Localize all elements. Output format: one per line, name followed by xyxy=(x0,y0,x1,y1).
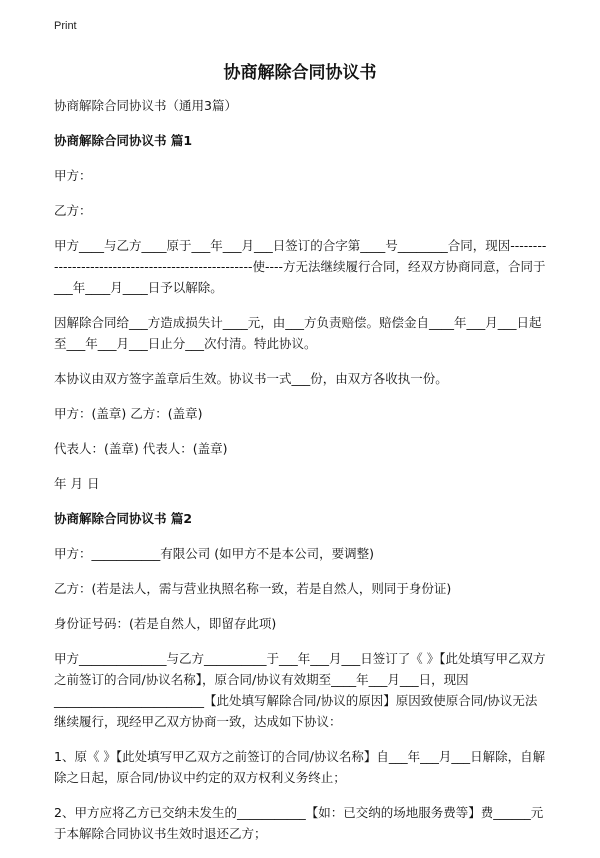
article2-party-b: 乙方：(若是法人，需与营业执照名称一致，若是自然人，则同于身份证) xyxy=(54,581,452,596)
article1-sign2: 代表人：(盖章) 代表人：(盖章) xyxy=(54,441,228,456)
article2-heading: 协商解除合同协议书 篇2 xyxy=(54,511,193,526)
document-subtitle: 协商解除合同协议书（通用3篇） xyxy=(54,98,237,113)
article2-para1: 甲方______________与乙方__________于___年___月___日签订了《 》【此处填写甲乙双方之前签订的合同/协议名称】，原合同/协议有效期至____年___月___日，现因________________________【此处填写解除合同/协议的原因】原因致使原合同/协议无法继续履行，现经甲乙双方协商一致，达成如下协议： xyxy=(54,651,546,729)
article1-party-a: 甲方： xyxy=(54,168,92,183)
article1-para3: 本协议由双方签字盖章后生效。协议书一式___份，由双方各收执一份。 xyxy=(54,371,448,386)
article1-date: 年 月 日 xyxy=(54,476,100,491)
article1-para1: 甲方____与乙方____原于___年___月___日签订的合字第____号________合同，现因----------------------------------------------------使----方无法继续履行合同，经双方协商同意，合同于___年____月____日予以解除。 xyxy=(54,238,547,295)
article2-id-number: 身份证号码：(若是自然人，即留存此项) xyxy=(54,616,277,631)
article1-heading: 协商解除合同协议书 篇1 xyxy=(54,133,193,148)
article1-para2: 因解除合同给___方造成损失计____元，由___方负责赔偿。赔偿金自____年___月___日起至___年___月___日止分___次付清。特此协议。 xyxy=(54,315,542,351)
document-body xyxy=(54,95,549,858)
article2-party-a: 甲方：___________有限公司 (如甲方不是本公司，要调整) xyxy=(54,546,374,561)
article2-item1: 1、原《 》【此处填写甲乙双方之前签订的合同/协议名称】自___年___月___日解除，自解除之日起，原合同/协议中约定的双方权利义务终止； xyxy=(54,749,546,785)
document-title: 协商解除合同协议书 xyxy=(223,63,377,83)
article2-item2: 2、甲方应将乙方已交纳未发生的___________【如：已交纳的场地服务费等】费______元于本解除合同协议书生效时退还乙方； xyxy=(54,805,544,841)
article1-party-b: 乙方： xyxy=(54,203,92,218)
article1-sign1: 甲方：(盖章) 乙方：(盖章) xyxy=(54,406,203,421)
print-link[interactable]: Print xyxy=(54,20,77,32)
